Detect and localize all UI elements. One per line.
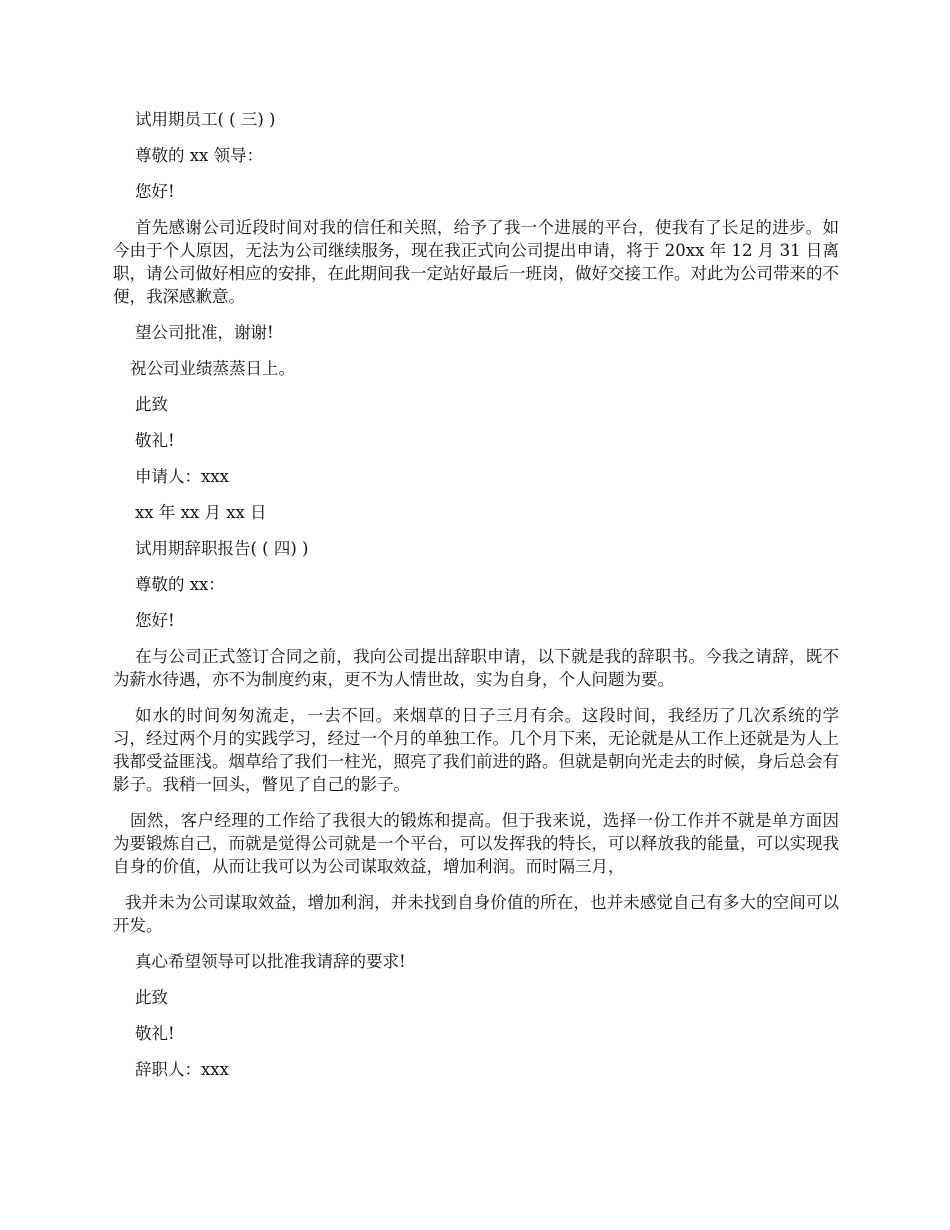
body-paragraph: 首先感谢公司近段时间对我的信任和关照，给予了我一个进展的平台，使我有了长足的进步。如今由于个人原因，无法为公司继续服务，现在我正式向公司提出申请，将于 20xx 年 12 月 31 日离职，请公司做好相应的安排，在此期间我一定站好最后一班岗，做好交接工作。对此为公司带来的不便，我深感歉意。: [113, 218, 839, 306]
body-paragraph: 在与公司正式签订合同之前，我向公司提出辞职申请，以下就是我的辞职书。今我之请辞，既不为薪水待遇，亦不为制度约束，更不为人情世故，实为自身，个人问题为要。: [113, 647, 839, 689]
wish-line: 祝公司业绩蒸蒸日上。: [130, 359, 295, 378]
closing-salute: 敬礼!: [135, 431, 175, 450]
greeting: 您好!: [135, 611, 175, 630]
applicant-signature: 申请人：xxx: [135, 467, 229, 486]
section-title: 试用期辞职报告( ( 四) ): [135, 539, 309, 558]
closing-line: 此致: [135, 988, 168, 1007]
salutation: 尊敬的 xx：: [135, 575, 225, 594]
section-title: 试用期员工( ( 三) ): [135, 110, 276, 129]
resigner-signature: 辞职人：xxx: [135, 1060, 229, 1079]
request-line: 真心希望领导可以批准我请辞的要求!: [135, 952, 406, 971]
greeting: 您好!: [135, 182, 175, 201]
body-paragraph: 如水的时间匆匆流走，一去不回。来烟草的日子三月有余。这段时间，我经历了几次系统的学习，经过两个月的实践学习，经过一个月的单独工作。几个月下来，无论就是从工作上还就是为人上我都受益匪浅。烟草给了我们一柱光，照亮了我们前进的路。但就是朝向光走去的时候，身后总会有影子。我稍一回头，瞥见了自己的影子。: [113, 706, 839, 794]
date-line: xx 年 xx 月 xx 日: [135, 503, 267, 522]
salutation: 尊敬的 xx 领导：: [135, 146, 264, 165]
request-line: 望公司批准，谢谢!: [135, 323, 274, 342]
closing-line: 此致: [135, 395, 168, 414]
body-paragraph: 我并未为公司谋取效益，增加利润，并未找到自身价值的所在，也并未感觉自己有多大的空间可以开发。: [113, 893, 839, 935]
body-paragraph: 固然，客户经理的工作给了我很大的锻炼和提高。但于我来说，选择一份工作并不就是单方面因为要锻炼自己，而就是觉得公司就是一个平台，可以发挥我的特长，可以释放我的能量，可以实现我自身的价值，从而让我可以为公司谋取效益，增加利润。而时隔三月，: [113, 811, 839, 876]
closing-salute: 敬礼!: [135, 1024, 175, 1043]
document-page: [113, 108, 839, 1094]
